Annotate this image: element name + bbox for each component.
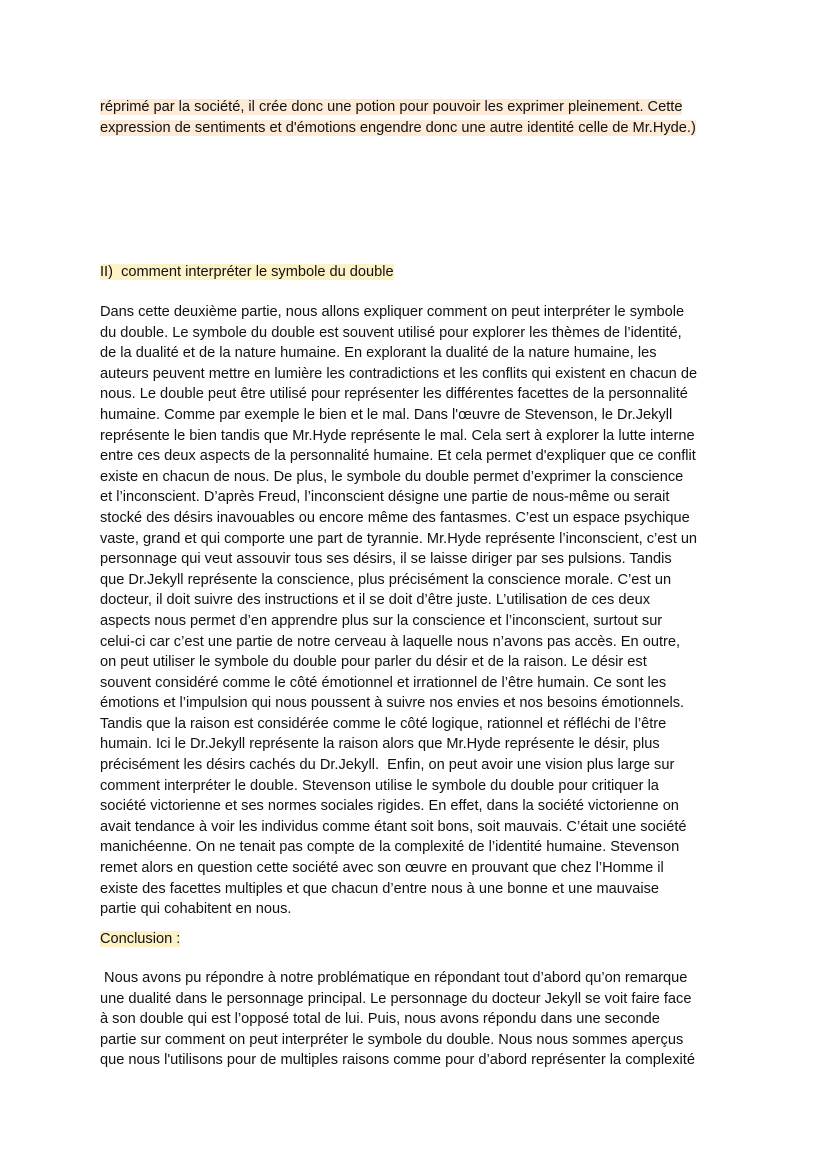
text-line: de la dualité et de la nature humaine. En explorant la dualité de la nature humaine, les (100, 345, 657, 362)
highlighted-heading: Conclusion : (100, 931, 181, 947)
text-line: entre ces deux aspects de la personnalité humaine. Et cela permet d'expliquer que ce conflit (100, 448, 696, 465)
text-line: Nous avons pu répondre à notre problématique en répondant tout d’abord qu’on remarque (100, 970, 688, 986)
text-line (100, 97, 732, 118)
text-line: souvent considéré comme le côté émotionnel et irrationnel de l’être humain. Ce sont les (100, 674, 667, 691)
text-line: avait tendance à voir les individus comme étant soit bons, soit mauvais. C’était une société (100, 818, 687, 835)
text-line (100, 262, 732, 283)
text-line: et l’inconscient. D’après Freud, l’inconscient désigne une partie de nous-même ou serait (100, 489, 670, 506)
text-line: celui-ci car c’est une partie de notre cerveau à laquelle nous n’avons pas accès. En outre, (100, 633, 681, 650)
section-two-paragraph (100, 302, 732, 920)
text-line: précisément les désirs cachés du Dr.Jekyll. Enfin, on peut avoir une vision plus large sur (100, 757, 675, 774)
text-line: stocké des désirs inavouables ou encore même des fantasmes. C’est un espace psychique (100, 509, 690, 526)
text-line: remet alors en question cette société avec son œuvre en prouvant que chez l’Homme il (100, 860, 664, 877)
text-line (100, 929, 732, 950)
text-line: du double. Le symbole du double est souvent utilisé pour explorer les thèmes de l’identité, (100, 324, 682, 341)
conclusion-paragraph (100, 968, 732, 1071)
text-line: partie qui cohabitent en nous. (100, 901, 292, 918)
text-line: existe en chacun de nous. De plus, le symbole du double permet d’exprimer la conscience (100, 468, 684, 485)
text-line: émotions et l’impulsion qui nous poussent à suivre nos envies et nos besoins émotionnels. (100, 695, 685, 712)
text-line: auteurs peuvent mettre en lumière les contradictions et les conflits qui existent en chacun de (100, 365, 698, 382)
text-line: existe des facettes multiples et que chacun d’entre nous à une bonne et une mauvaise (100, 880, 659, 897)
text-line: société victorienne et ses normes sociales rigides. En effet, dans la société victorienne on (100, 798, 679, 815)
text-line: humain. Ici le Dr.Jekyll représente la raison alors que Mr.Hyde représente le désir, plus (100, 736, 660, 753)
text-line: une dualité dans le personnage principal. Le personnage du docteur Jekyll se voit faire face (100, 990, 692, 1007)
highlighted-heading: II) comment interpréter le symbole du double (100, 264, 394, 280)
text-line (100, 118, 732, 139)
text-line: humaine. Comme par exemple le bien et le mal. Dans l'œuvre de Stevenson, le Dr.Jekyll (100, 406, 673, 423)
text-line: à son double qui est l’opposé total de lui. Puis, nous avons répondu dans une seconde (100, 1011, 660, 1028)
text-line: docteur, il doit suivre des instructions et il se doit d’être juste. L’utilisation de ces deux (100, 592, 650, 609)
text-line: que Dr.Jekyll représente la conscience, plus précisément la conscience morale. C’est un (100, 571, 672, 588)
text-line: que nous l'utilisons pour de multiples raisons comme pour d’abord représenter la complexité (100, 1052, 695, 1069)
text-line: manichéenne. On ne tenait pas compte de la complexité de l’identité humaine. Stevenson (100, 839, 680, 856)
text-line: vaste, grand et qui comporte une part de tyrannie. Mr.Hyde représente l’inconscient, c’est un (100, 530, 698, 547)
text-line: nous. Le double peut être utilisé pour représenter les différentes facettes de la personnalité (100, 386, 688, 403)
highlighted-text: réprimé par la société, il crée donc une potion pour pouvoir les exprimer pleinement. Cette (100, 99, 683, 115)
text-line: représente le bien tandis que Mr.Hyde représente le mal. Cela sert à explorer la lutte interne (100, 427, 695, 444)
highlighted-text: expression de sentiments et d'émotions engendre donc une autre identité celle de Mr.Hyde.) (100, 119, 696, 136)
text-line: on peut utiliser le symbole du double pour parler du désir et de la raison. Le désir est (100, 654, 647, 671)
text-line: Dans cette deuxième partie, nous allons expliquer comment on peut interpréter le symbole (100, 304, 685, 320)
text-line: personnage qui veut assouvir tous ses désirs, il se laisse diriger par ses pulsions. Tandis (100, 551, 672, 568)
section-two-heading (100, 262, 732, 283)
intro-end-paragraph (100, 97, 732, 138)
text-line: comment interpréter le double. Stevenson utilise le symbole du double pour critiquer la (100, 777, 659, 794)
text-line: aspects nous permet d’en apprendre plus sur la conscience et l’inconscient, surtout sur (100, 612, 663, 629)
text-line: partie sur comment on peut interpréter le symbole du double. Nous nous sommes aperçus (100, 1031, 684, 1048)
text-line: Tandis que la raison est considérée comme le côté logique, rationnel et réfléchi de l’être (100, 715, 667, 732)
conclusion-heading (100, 929, 732, 950)
